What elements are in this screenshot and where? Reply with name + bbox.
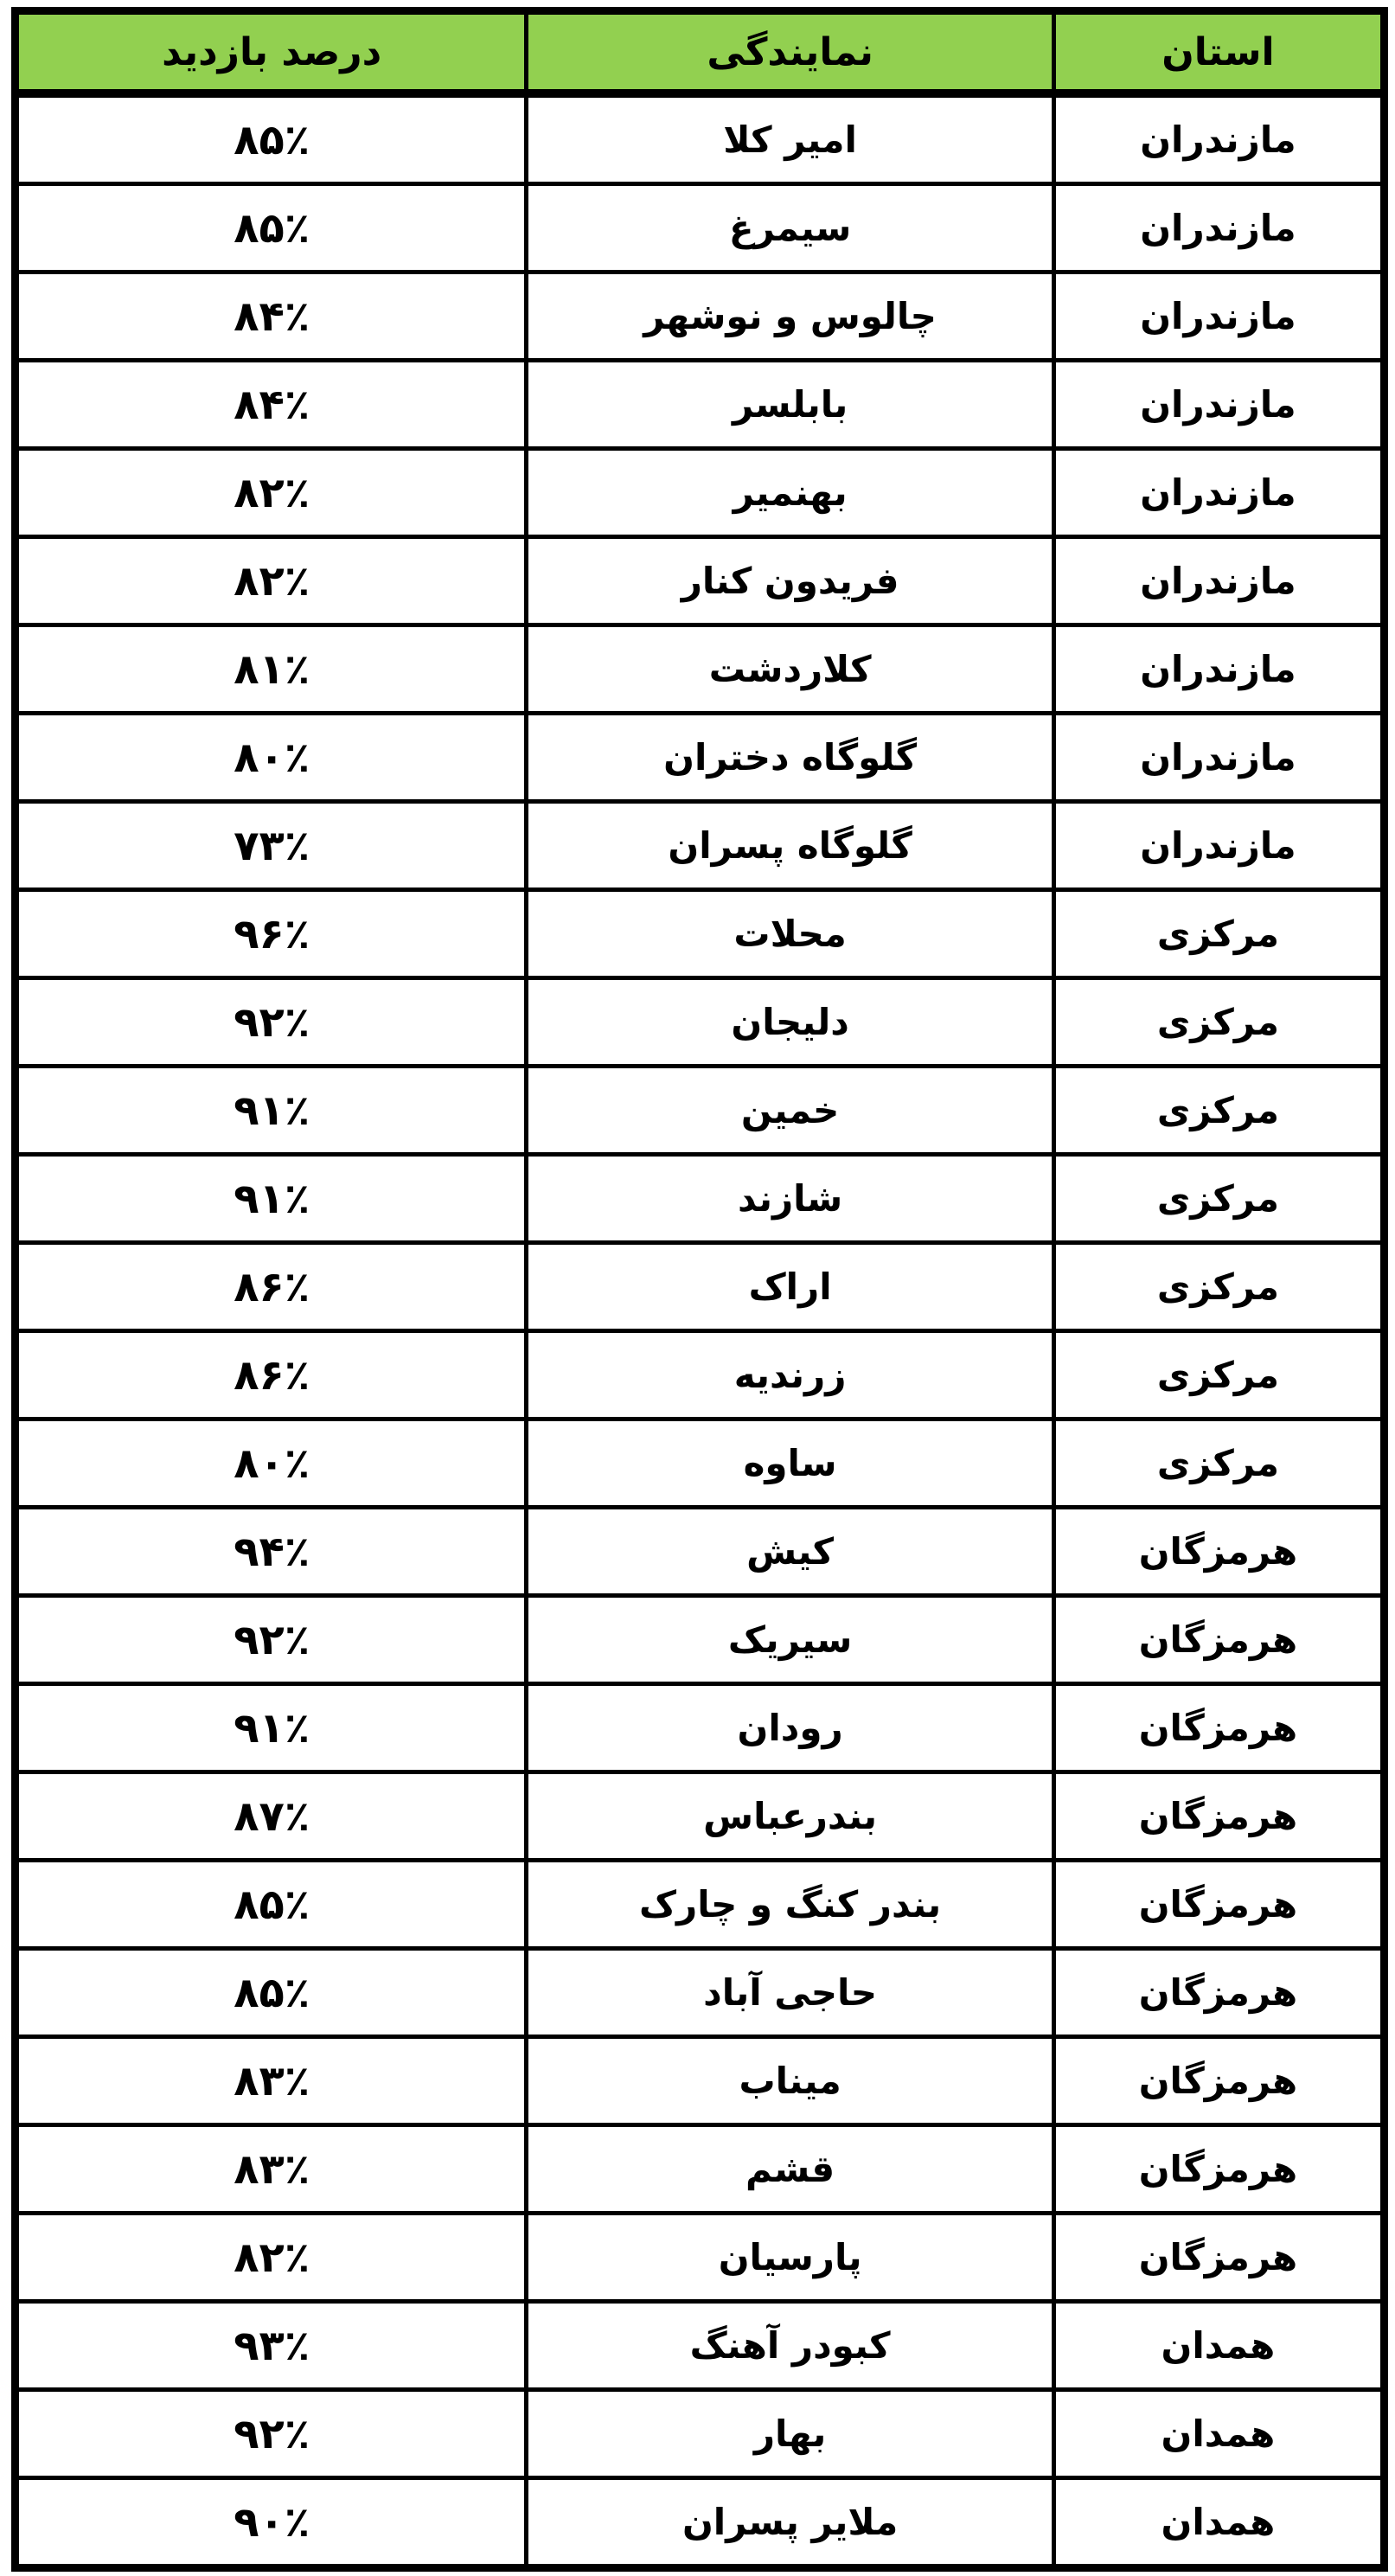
cell-branch: گلوگاه پسران [527, 802, 1053, 890]
percent-value: ۸۵٪ [234, 115, 310, 164]
cell-percent [16, 184, 527, 272]
cell-province: مرکزی [1053, 1331, 1384, 1419]
table-row [16, 2125, 1385, 2214]
table-row [16, 978, 1385, 1067]
cell-province: مرکزی [1053, 1419, 1384, 1508]
table-row [16, 93, 1385, 184]
percent-value: ۸۴٪ [234, 380, 310, 429]
percent-value: ۹۰٪ [234, 2497, 310, 2547]
cell-percent [16, 1419, 527, 1508]
percent-value: ۸۶٪ [234, 1262, 310, 1311]
cell-branch: خمین [527, 1067, 1053, 1155]
cell-province: مازندران [1053, 184, 1384, 272]
cell-branch: دلیجان [527, 978, 1053, 1067]
cell-province: مرکزی [1053, 978, 1384, 1067]
percent-value: ۸۱٪ [234, 644, 310, 694]
table-row [16, 1772, 1385, 1861]
cell-branch: محلات [527, 890, 1053, 978]
cell-province: مرکزی [1053, 1067, 1384, 1155]
percent-value: ۸۲٪ [234, 556, 310, 606]
cell-percent [16, 2125, 527, 2214]
cell-branch: ساوه [527, 1419, 1053, 1508]
cell-branch: قشم [527, 2125, 1053, 2214]
cell-branch: گلوگاه دختران [527, 714, 1053, 802]
cell-province: مرکزی [1053, 1155, 1384, 1243]
cell-percent [16, 1861, 527, 1949]
cell-province: هرمزگان [1053, 2214, 1384, 2302]
cell-branch: شازند [527, 1155, 1053, 1243]
cell-province: مازندران [1053, 361, 1384, 449]
cell-branch: بندرعباس [527, 1772, 1053, 1861]
cell-province: هرمزگان [1053, 2125, 1384, 2214]
table-row [16, 1596, 1385, 1684]
percent-value: ۸۶٪ [234, 1350, 310, 1400]
percent-value: ۹۳٪ [234, 2321, 310, 2370]
cell-province: مرکزی [1053, 1243, 1384, 1331]
cell-province: مازندران [1053, 93, 1384, 184]
table-row [16, 625, 1385, 714]
table-row [16, 1419, 1385, 1508]
cell-percent [16, 1596, 527, 1684]
cell-percent [16, 978, 527, 1067]
cell-branch: بهار [527, 2390, 1053, 2478]
cell-branch: رودان [527, 1684, 1053, 1772]
cell-percent [16, 714, 527, 802]
table-row [16, 1331, 1385, 1419]
table-row [16, 802, 1385, 890]
column-header-branch: نمایندگی [527, 11, 1053, 94]
percent-value: ۹۲٪ [234, 997, 310, 1047]
cell-percent [16, 1331, 527, 1419]
cell-branch: اراک [527, 1243, 1053, 1331]
table-row [16, 272, 1385, 361]
cell-province: مازندران [1053, 714, 1384, 802]
cell-province: مازندران [1053, 272, 1384, 361]
cell-percent [16, 537, 527, 625]
cell-percent [16, 1243, 527, 1331]
table-row [16, 1684, 1385, 1772]
cell-percent [16, 802, 527, 890]
table-row [16, 1508, 1385, 1596]
cell-branch: کلاردشت [527, 625, 1053, 714]
header-row [16, 11, 1385, 94]
cell-province: هرمزگان [1053, 1596, 1384, 1684]
column-header-province: استان [1053, 11, 1384, 94]
cell-percent [16, 2390, 527, 2478]
cell-branch: کیش [527, 1508, 1053, 1596]
cell-percent [16, 2478, 527, 2568]
percent-value: ۸۵٪ [234, 203, 310, 253]
percent-value: ۸۵٪ [234, 1968, 310, 2017]
percent-value: ۹۲٪ [234, 1615, 310, 1664]
percent-value: ۸۳٪ [234, 2144, 310, 2194]
table-body [16, 93, 1385, 2568]
cell-province: همدان [1053, 2302, 1384, 2390]
percent-value: ۹۴٪ [234, 1527, 310, 1576]
table-row [16, 2214, 1385, 2302]
cell-percent [16, 449, 527, 537]
cell-percent [16, 1067, 527, 1155]
cell-branch: فریدون کنار [527, 537, 1053, 625]
visit-percentage-table [11, 7, 1388, 2572]
percent-value: ۸۲٪ [234, 468, 310, 517]
cell-branch: سیمرغ [527, 184, 1053, 272]
cell-province: مازندران [1053, 449, 1384, 537]
percent-value: ۸۷٪ [234, 1791, 310, 1841]
cell-percent [16, 1949, 527, 2037]
percent-value: ۷۳٪ [234, 821, 310, 870]
cell-branch: بهنمیر [527, 449, 1053, 537]
table-row [16, 361, 1385, 449]
cell-percent [16, 361, 527, 449]
cell-percent [16, 272, 527, 361]
cell-branch: ملایر پسران [527, 2478, 1053, 2568]
table-row [16, 449, 1385, 537]
percent-value: ۹۱٪ [234, 1174, 310, 1223]
cell-branch: حاجی آباد [527, 1949, 1053, 2037]
cell-province: هرمزگان [1053, 1861, 1384, 1949]
cell-branch: سیریک [527, 1596, 1053, 1684]
cell-percent [16, 2302, 527, 2390]
cell-percent [16, 1508, 527, 1596]
table-row [16, 184, 1385, 272]
cell-branch: پارسیان [527, 2214, 1053, 2302]
cell-province: مازندران [1053, 537, 1384, 625]
cell-branch: بابلسر [527, 361, 1053, 449]
percent-value: ۹۶٪ [234, 909, 310, 958]
percent-value: ۸۴٪ [234, 292, 310, 341]
cell-province: مازندران [1053, 625, 1384, 714]
cell-branch: زرندیه [527, 1331, 1053, 1419]
percent-value: ۹۱٪ [234, 1703, 310, 1753]
table-row [16, 537, 1385, 625]
cell-percent [16, 1772, 527, 1861]
table-row [16, 2478, 1385, 2568]
cell-province: مرکزی [1053, 890, 1384, 978]
cell-branch: کبودر آهنگ [527, 2302, 1053, 2390]
cell-branch: امیر کلا [527, 93, 1053, 184]
cell-branch: بندر کنگ و چارک [527, 1861, 1053, 1949]
cell-branch: چالوس و نوشهر [527, 272, 1053, 361]
table-header [16, 11, 1385, 94]
percent-value: ۸۰٪ [234, 1439, 310, 1488]
cell-province: مازندران [1053, 802, 1384, 890]
column-header-percent: درصد بازدید [16, 11, 527, 94]
table-row [16, 1861, 1385, 1949]
cell-percent [16, 625, 527, 714]
cell-percent [16, 1155, 527, 1243]
cell-province: همدان [1053, 2390, 1384, 2478]
cell-province: هرمزگان [1053, 1949, 1384, 2037]
table-row [16, 2302, 1385, 2390]
cell-branch: میناب [527, 2037, 1053, 2125]
table-row [16, 714, 1385, 802]
percent-value: ۸۰٪ [234, 733, 310, 782]
percent-value: ۸۲٪ [234, 2233, 310, 2282]
table-row [16, 1949, 1385, 2037]
cell-percent [16, 890, 527, 978]
cell-percent [16, 2214, 527, 2302]
percent-value: ۹۱٪ [234, 1086, 310, 1135]
table-row [16, 890, 1385, 978]
table-row [16, 1155, 1385, 1243]
cell-province: هرمزگان [1053, 2037, 1384, 2125]
cell-province: هرمزگان [1053, 1684, 1384, 1772]
percent-value: ۹۲٪ [234, 2409, 310, 2458]
cell-province: هرمزگان [1053, 1772, 1384, 1861]
table-row [16, 1067, 1385, 1155]
cell-percent [16, 2037, 527, 2125]
cell-province: هرمزگان [1053, 1508, 1384, 1596]
percent-value: ۸۳٪ [234, 2056, 310, 2105]
cell-percent [16, 1684, 527, 1772]
table-row [16, 1243, 1385, 1331]
table-row [16, 2390, 1385, 2478]
percent-value: ۸۵٪ [234, 1880, 310, 1929]
table-row [16, 2037, 1385, 2125]
cell-percent [16, 93, 527, 184]
cell-province: همدان [1053, 2478, 1384, 2568]
